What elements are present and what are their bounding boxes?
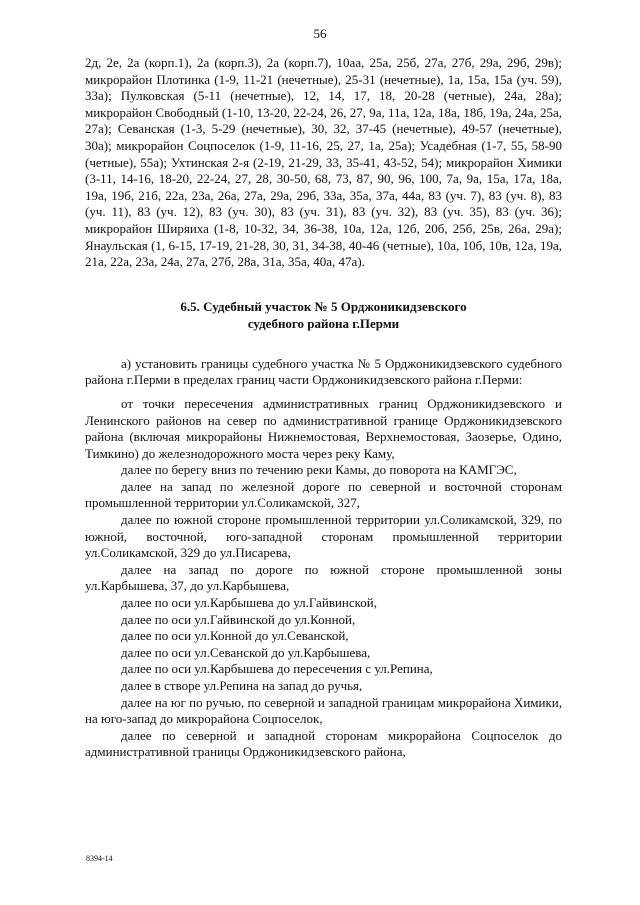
paragraph-boundary: далее по берегу вниз по течению реки Камы, до поворота на КАМГЭС, [121,462,517,478]
paragraph-boundary: далее по оси ул.Конной до ул.Севанской, [121,628,349,644]
paragraph-boundary-start: от точки пересечения административных границ Орджоникидзевского и Ленинского районов на север по административной границе Орджоникидзевского района (включая микрорайоны Нижнемостовая, Верхнемостовая, Заозерье, Одино, Тимкино) до железнодорожного моста через реку Каму, [85,395,562,461]
paragraph-boundary: далее в створе ул.Репина на запад до ручья, [121,678,363,693]
footer-code: 8394-14 [86,854,113,863]
paragraph-boundary: далее по оси ул.Карбышева до пересечения с ул.Репина, [121,661,433,677]
document-body [85,55,562,761]
section-heading-line-2: судебного района г.Перми [247,315,400,331]
section-heading-line-1: 6.5. Судебный участок № 5 Орджоникидзевского [180,298,467,314]
paragraph-boundary: далее на запад по железной дороге по северной и восточной сторонам промышленной территории ул.Соликамской, 327, [85,478,562,511]
paragraph-boundary: далее по оси ул.Севанской до ул.Карбышева, [121,644,371,660]
paragraph-intro-a: а) установить границы судебного участка № 5 Орджоникидзевского судебного района г.Перми в пределах границ части Орджоникидзевского района г.Перми: [85,355,562,388]
paragraph-boundary: далее по южной стороне промышленной территории ул.Соликамской, 329, по южной, восточной, юго-западной сторонам промышленной территории ул.Соликамской, 329 до ул.Писарева, [85,512,562,561]
section-heading [85,298,562,332]
intro-paragraph: 2д, 2е, 2а (корп.1), 2а (корп.3), 2а (корп.7), 10аа, 25а, 25б, 27а, 27б, 29а, 29б, 29в); микрорайон Плотинка (1-9, 11-21 (нечетные), 25-31 (нечетные), 1а, 15а, 15а (уч. 59), 33а); Пулковская (5-11 (нечетные), 12, 14, 17, 18, 20-28 (четные), 24а, 28а); микрорайон Свободный (1-10, 13-20, 22-24, 26, 27, 9а, 11а, 12а, 18а, 18б, 19а, 24а, 25а, 27а); Севанская (1-3, 5-29 (нечетные), 30, 32, 37-45 (нечетные), 49-57 (нечетные), 30а); микрорайон Соцпоселок (1-9, 11-16, 25, 27, 1а, 25а); Усадебная (1-7, 55, 58-90 (четные), 55а); Ухтинская 2-я (2-19, 21-29, 33, 35-41, 43-52, 54); микрорайон Химики (3-11, 14-16, 18-20, 22-24, 27, 28, 30-50, 68, 73, 87, 90, 96, 100, 7а, 9а, 15а, 17а, 18а, 19а, 19б, 21б, 22а, 23а, 26а, 27а, 29а, 29б, 33а, 35а, 37а, 44а, 83 (уч. 7), 83 (уч. 8), 83 (уч. 11), 83 (уч. 12), 83 (уч. 30), 83 (уч. 31), 83 (уч. 32), 83 (уч. 35), 83 (уч. 36); микрорайон Ширяиха (1-8, 10-32, 34, 36-38, 10а, 12а, 12б, 20б, 25б, 25в, 26а, 29а); Янаульская (1, 6-15, 17-19, 21-28, 30, 31, 34-38, 40-46 (четные), 10а, 10б, 10в, 12а, 19а, 21а, 22а, 23а, 24а, 27а, 27б, 28а, 31а, 35а, 40а, 47а). [85,55,562,270]
paragraph-boundary: далее по оси ул.Карбышева до ул.Гайвинской, [121,595,377,611]
paragraph-boundary: далее на юг по ручью, по северной и западной границам микрорайона Химики, на юго-запад до микрорайона Соцпоселок, [85,694,562,727]
paragraph-boundary-end: далее по северной и западной сторонам микрорайона Соцпоселок до административной границы Орджоникидзевского района, [85,727,562,760]
paragraph-boundary: далее по оси ул.Гайвинской до ул.Конной, [121,611,356,627]
paragraph-boundary: далее на запад по дороге по южной стороне промышленной зоны ул.Карбышева, 37, до ул.Карбышева, [85,561,562,594]
page-number: 56 [313,26,327,41]
